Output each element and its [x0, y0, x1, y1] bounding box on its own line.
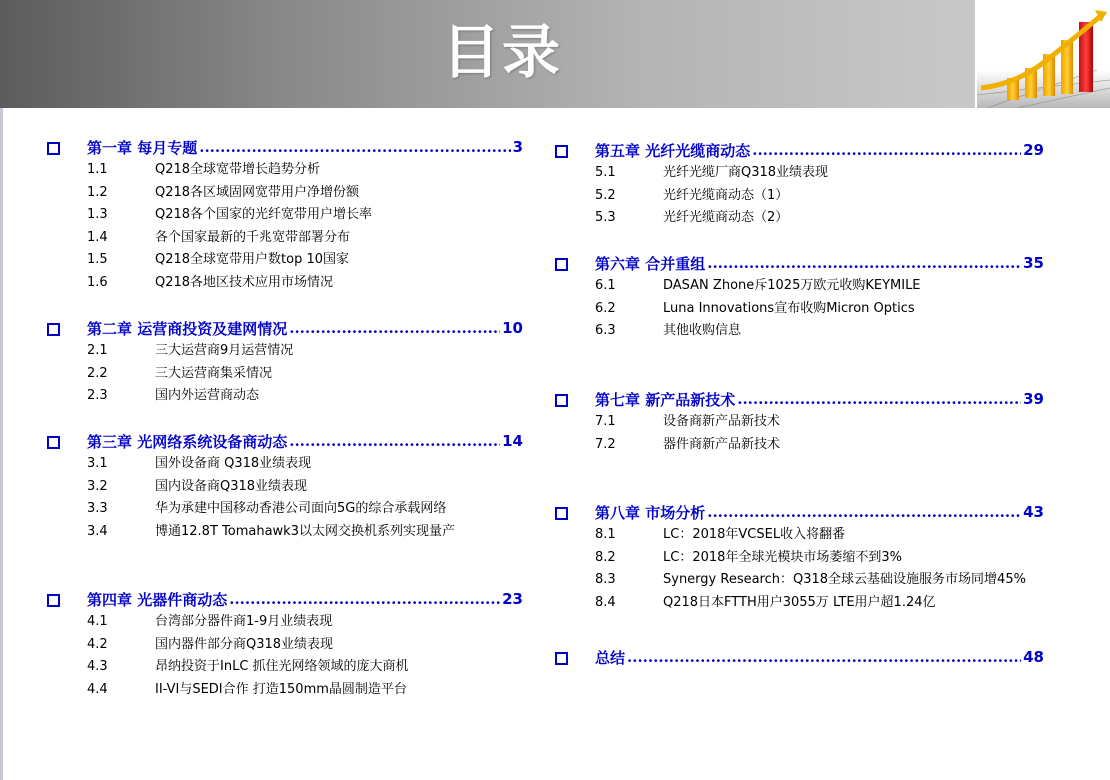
chapter-page-number: 39: [1023, 390, 1044, 408]
section-title: 光纤光缆厂商Q318业绩表现: [663, 165, 829, 180]
toc-section-entry[interactable]: [595, 276, 1025, 296]
toc-section-entry[interactable]: [87, 341, 517, 361]
section-number: 4.2: [87, 636, 108, 652]
chapter-page-number: 3: [512, 138, 523, 156]
section-number: 8.1: [595, 527, 616, 542]
toc-section-entry[interactable]: [595, 163, 1025, 183]
page-title: 目录: [441, 18, 562, 86]
chapter-page-number: 23: [502, 590, 523, 608]
toc-section-entry[interactable]: [595, 435, 1025, 455]
chapter-bullet-icon: [47, 436, 60, 449]
dot-leader: [752, 139, 1021, 161]
toc-chapter-entry[interactable]: [87, 588, 523, 610]
chapter-title: 第一章 每月专题: [87, 138, 198, 157]
section-title: 华为承建中国移动香港公司面向5G的综合承载网络: [155, 501, 447, 516]
section-title: 国内设备商Q318业绩表现: [155, 478, 308, 494]
chapter-title: 第三章 光网络系统设备商动态: [87, 432, 288, 451]
section-number: 1.4: [87, 229, 108, 245]
section-number: 1.6: [87, 274, 108, 290]
bar-chart-icon: [977, 0, 1110, 108]
chapter-page-number: 48: [1023, 648, 1044, 666]
toc-chapter-entry[interactable]: [87, 317, 523, 339]
section-number: 3.1: [87, 456, 108, 471]
toc-section-entry[interactable]: [87, 228, 517, 248]
chapter-bullet-icon: [555, 145, 568, 158]
chapter-title: 第六章 合并重组: [595, 254, 706, 273]
toc-section-entry[interactable]: [87, 160, 517, 180]
section-title: 其他收购信息: [663, 323, 742, 338]
toc-section-entry[interactable]: [595, 548, 1025, 568]
section-title: 国内器件部分商Q318业绩表现: [155, 636, 334, 652]
section-title: 设备商新产品新技术: [663, 414, 781, 429]
section-number: 7.1: [595, 414, 616, 429]
section-number: 2.2: [87, 365, 108, 381]
section-number: 5.1: [595, 165, 616, 180]
section-number: 6.1: [595, 278, 616, 293]
section-number: 1.2: [87, 184, 108, 200]
section-title: Q218各个国家的光纤宽带用户增长率: [155, 207, 373, 222]
toc-section-entry[interactable]: [87, 205, 517, 225]
section-title: 台湾部分器件商1-9月业绩表现: [155, 614, 333, 629]
toc-section-entry[interactable]: [87, 657, 517, 677]
toc-section-entry[interactable]: [87, 250, 517, 270]
section-number: 6.3: [595, 323, 616, 338]
section-number: 1.5: [87, 252, 108, 267]
chapter-bullet-icon: [47, 594, 60, 607]
left-rule: [0, 108, 3, 780]
dot-leader: [737, 388, 1021, 410]
section-title: 三大运营商集采情况: [155, 365, 273, 381]
section-title: LC：2018年全球光模块市场萎缩不到3%: [663, 549, 903, 565]
section-number: 7.2: [595, 436, 616, 452]
section-title: 昂纳投资于InLC 抓住光网络领域的庞大商机: [155, 659, 409, 674]
dot-leader: [627, 646, 1021, 668]
section-title: II-VI与SEDI合作 打造150mm晶圆制造平台: [155, 681, 407, 697]
dot-leader: [707, 501, 1021, 523]
toc-section-entry[interactable]: [595, 321, 1025, 341]
toc-chapter-entry[interactable]: [595, 139, 1044, 161]
toc-section-entry[interactable]: [595, 299, 1025, 319]
chapter-title: 总结: [595, 648, 626, 667]
section-number: 8.2: [595, 549, 616, 565]
section-title: Q218全球宽带增长趋势分析: [155, 162, 321, 177]
section-number: 2.3: [87, 388, 108, 403]
section-title: Q218各区域固网宽带用户净增份额: [155, 184, 360, 200]
chapter-title: 第二章 运营商投资及建网情况: [87, 319, 288, 338]
chapter-page-number: 35: [1023, 254, 1044, 272]
section-title: 光纤光缆商动态（1）: [663, 187, 789, 203]
toc-chapter-entry[interactable]: [87, 430, 523, 452]
section-number: 6.2: [595, 300, 616, 316]
section-title: 国内外运营商动态: [155, 388, 260, 403]
section-number: 4.4: [87, 681, 108, 697]
section-number: 8.3: [595, 572, 616, 587]
section-title: 光纤光缆商动态（2）: [663, 210, 789, 225]
section-title: Luna Innovations宣布收购Micron Optics: [663, 300, 915, 316]
chapter-bullet-icon: [47, 323, 60, 336]
chapter-page-number: 14: [502, 432, 523, 450]
chapter-title: 第八章 市场分析: [595, 503, 706, 522]
dot-leader: [289, 430, 500, 452]
dot-leader: [707, 252, 1021, 274]
chapter-title: 第四章 光器件商动态: [87, 590, 228, 609]
section-title: Q218各地区技术应用市场情况: [155, 274, 334, 290]
chapter-page-number: 10: [502, 319, 523, 337]
chapter-bullet-icon: [47, 142, 60, 155]
toc-chapter-entry[interactable]: [595, 501, 1044, 523]
toc-section-entry[interactable]: [87, 477, 517, 497]
section-number: 4.3: [87, 659, 108, 674]
toc-chapter-entry[interactable]: [87, 136, 523, 158]
section-title: 器件商新产品新技术: [663, 436, 781, 452]
section-number: 1.3: [87, 207, 108, 222]
chapter-title: 第七章 新产品新技术: [595, 390, 736, 409]
toc-section-entry[interactable]: [87, 386, 517, 406]
section-number: 3.2: [87, 478, 108, 494]
chapter-bullet-icon: [555, 258, 568, 271]
chapter-bullet-icon: [555, 394, 568, 407]
chapter-title: 第五章 光纤光缆商动态: [595, 141, 751, 160]
toc-section-entry[interactable]: [595, 525, 1025, 545]
toc-section-entry[interactable]: [87, 635, 517, 655]
toc-section-entry[interactable]: [87, 499, 517, 519]
section-title: LC：2018年VCSEL收入将翻番: [663, 527, 846, 542]
toc-section-entry[interactable]: [87, 364, 517, 384]
section-number: 3.3: [87, 501, 108, 516]
section-title: Q218日本FTTH用户3055万 LTE用户超1.24亿: [663, 594, 936, 610]
chapter-bullet-icon: [555, 652, 568, 665]
section-title: DASAN Zhone斥1025万欧元收购KEYMILE: [663, 278, 921, 293]
toc-section-entry[interactable]: [595, 186, 1025, 206]
toc-section-entry[interactable]: [595, 593, 1025, 613]
section-title: 博通12.8T Tomahawk3以太网交换机系列实现量产: [155, 523, 455, 539]
toc-section-entry[interactable]: [87, 680, 517, 700]
toc-section-entry[interactable]: [595, 412, 1025, 432]
section-number: 5.2: [595, 187, 616, 203]
section-title: Synergy Research：Q318全球云基础设施服务市场同增45%: [663, 572, 1026, 587]
section-number: 8.4: [595, 594, 616, 610]
toc-chapter-entry[interactable]: [595, 388, 1044, 410]
chapter-page-number: 43: [1023, 503, 1044, 521]
toc-chapter-entry[interactable]: [595, 646, 1044, 668]
chapter-page-number: 29: [1023, 141, 1044, 159]
dot-leader: [229, 588, 500, 610]
chapter-bullet-icon: [555, 507, 568, 520]
section-number: 1.1: [87, 162, 108, 177]
toc-section-entry[interactable]: [595, 208, 1025, 228]
toc-section-entry[interactable]: [87, 183, 517, 203]
toc-section-entry[interactable]: [87, 522, 517, 542]
section-number: 3.4: [87, 523, 108, 539]
toc-section-entry[interactable]: [87, 612, 517, 632]
section-title: 国外设备商 Q318业绩表现: [155, 456, 312, 471]
section-title: 各个国家最新的千兆宽带部署分布: [155, 229, 351, 245]
toc-section-entry[interactable]: [87, 273, 517, 293]
section-title: 三大运营商9月运营情况: [155, 343, 294, 358]
toc-section-entry[interactable]: [595, 570, 1025, 590]
section-number: 2.1: [87, 343, 108, 358]
section-number: 5.3: [595, 210, 616, 225]
dot-leader: [199, 136, 510, 158]
toc-section-entry[interactable]: [87, 454, 517, 474]
toc-chapter-entry[interactable]: [595, 252, 1044, 274]
dot-leader: [289, 317, 500, 339]
section-title: Q218全球宽带用户数top 10国家: [155, 252, 350, 267]
section-number: 4.1: [87, 614, 108, 629]
